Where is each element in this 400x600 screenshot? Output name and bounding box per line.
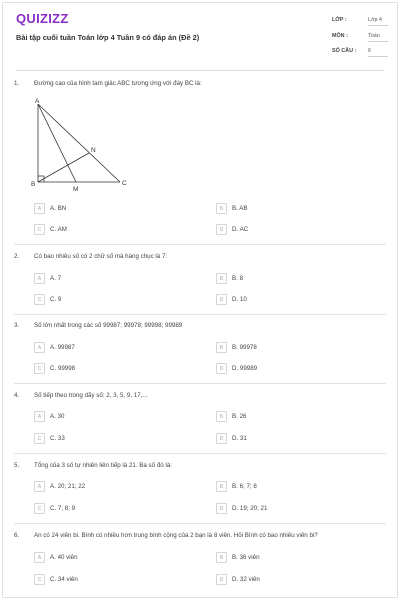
choice-letter: A: [34, 273, 45, 284]
choice-text: A. 30: [50, 413, 65, 420]
meta-subject-value: Toán: [368, 33, 388, 42]
choice-6d[interactable]: [216, 574, 366, 586]
meta-subject-label: MÔN :: [332, 33, 348, 39]
choice-text: A. 99987: [50, 344, 75, 351]
question-divider: [14, 453, 386, 454]
question-number: 2.: [14, 253, 20, 260]
meta-count-label: SỐ CÂU :: [332, 48, 357, 54]
choice-3c[interactable]: [34, 363, 184, 375]
choice-letter: D: [216, 503, 227, 514]
choice-5d[interactable]: [216, 503, 366, 515]
question-text: Số lớn nhất trong các số 99987; 99978; 99998; 99989: [34, 322, 183, 329]
choice-letter: D: [216, 574, 227, 585]
choice-4c[interactable]: [34, 433, 184, 445]
choice-letter: B: [216, 203, 227, 214]
choice-letter: C: [34, 574, 45, 585]
question-divider: [14, 314, 386, 315]
choice-text: D. 32 viên: [232, 576, 260, 583]
choice-text: A. BN: [50, 205, 67, 212]
question-text: Đường cao của hình tam giác ABC tương ứng với đáy BC là:: [34, 80, 202, 87]
label-b: B: [31, 181, 36, 188]
question-divider: [14, 523, 386, 524]
line-bn: [38, 153, 89, 182]
choice-letter: D: [216, 363, 227, 374]
choice-text: C. AM: [50, 226, 67, 233]
choice-2b[interactable]: [216, 273, 366, 285]
choice-4d[interactable]: [216, 433, 366, 445]
line-ac: [38, 104, 120, 182]
choice-6c[interactable]: [34, 574, 184, 586]
choice-letter: A: [34, 342, 45, 353]
question-text: Có bao nhiêu số có 2 chữ số mà hàng chục là 7:: [34, 253, 168, 260]
meta-subject: [332, 30, 390, 44]
question-divider: [14, 244, 386, 245]
choice-letter: B: [216, 342, 227, 353]
choice-4a[interactable]: [34, 411, 184, 423]
quizizz-logo: QUIZIZZ: [16, 11, 69, 26]
header-divider: [16, 70, 384, 71]
question-text: Số tiếp theo trong dãy số: 2, 3, 5, 9, 17,...: [34, 392, 148, 399]
choice-letter: D: [216, 433, 227, 444]
choice-2a[interactable]: [34, 273, 184, 285]
choice-letter: A: [34, 552, 45, 563]
choice-text: B. 6; 7; 8: [232, 483, 257, 490]
question-divider: [14, 383, 386, 384]
choice-3d[interactable]: [216, 363, 366, 375]
choice-1b[interactable]: [216, 203, 366, 215]
choice-text: D. AC: [232, 226, 249, 233]
question-number: 5.: [14, 462, 20, 469]
choice-2d[interactable]: [216, 294, 366, 306]
choice-text: C. 9: [50, 296, 62, 303]
meta-count-value: 6: [368, 48, 388, 57]
choice-text: D. 10: [232, 296, 247, 303]
choice-letter: B: [216, 552, 227, 563]
choice-text: D. 19; 20; 21: [232, 505, 268, 512]
choice-5b[interactable]: [216, 481, 366, 493]
choice-letter: C: [34, 433, 45, 444]
question-text: Tổng của 3 số tự nhiên liên tiếp là 21. Ba số đó là:: [34, 462, 172, 469]
choice-1d[interactable]: [216, 224, 366, 236]
choice-text: B. 8: [232, 275, 244, 282]
choice-text: C. 33: [50, 435, 65, 442]
choice-letter: B: [216, 273, 227, 284]
choice-text: C. 34 viên: [50, 576, 78, 583]
question-text: An có 24 viên bi. Bình có nhiều hơn trung bình cộng của 2 bạn là 8 viên. Hỏi Bình có bao nhiêu viên bi?: [34, 532, 318, 539]
meta-class-value: Lớp 4: [368, 17, 388, 26]
choice-3b[interactable]: [216, 342, 366, 354]
choice-text: B. 36 viên: [232, 554, 260, 561]
choice-3a[interactable]: [34, 342, 184, 354]
line-am: [38, 104, 76, 182]
choice-6a[interactable]: [34, 552, 184, 564]
meta-class: [332, 14, 390, 28]
choice-text: B. 99978: [232, 344, 257, 351]
choice-text: D. 99989: [232, 365, 258, 372]
choice-text: A. 20; 21; 22: [50, 483, 86, 490]
choice-1a[interactable]: [34, 203, 184, 215]
choice-letter: C: [34, 294, 45, 305]
question-number: 3.: [14, 322, 20, 329]
document-title: Bài tập cuối tuần Toán lớp 4 Tuần 9 có đáp án (Đề 2): [16, 33, 200, 42]
choice-text: B. 26: [232, 413, 247, 420]
choice-text: A. 40 viên: [50, 554, 78, 561]
label-a: A: [35, 98, 40, 105]
choice-letter: D: [216, 224, 227, 235]
choice-letter: B: [216, 411, 227, 422]
choice-letter: A: [34, 411, 45, 422]
question-number: 6.: [14, 532, 20, 539]
choice-text: B. AB: [232, 205, 248, 212]
choice-text: A. 7: [50, 275, 62, 282]
choice-4b[interactable]: [216, 411, 366, 423]
choice-letter: D: [216, 294, 227, 305]
choice-5c[interactable]: [34, 503, 184, 515]
question-number: 4.: [14, 392, 20, 399]
document-header: [0, 0, 400, 70]
choice-letter: A: [34, 203, 45, 214]
choice-letter: B: [216, 481, 227, 492]
triangle-diagram: [28, 96, 133, 192]
choice-letter: A: [34, 481, 45, 492]
choice-letter: C: [34, 224, 45, 235]
choice-6b[interactable]: [216, 552, 366, 564]
choice-text: C. 99998: [50, 365, 76, 372]
label-m: M: [73, 186, 79, 192]
choice-text: D. 31: [232, 435, 247, 442]
label-n: N: [91, 147, 96, 154]
choice-letter: C: [34, 503, 45, 514]
choice-text: C. 7; 8; 9: [50, 505, 76, 512]
meta-count: [332, 45, 390, 59]
question-number: 1.: [14, 80, 20, 87]
choice-letter: C: [34, 363, 45, 374]
meta-class-label: LỚP :: [332, 17, 347, 23]
label-c: C: [122, 180, 127, 187]
choice-5a[interactable]: [34, 481, 184, 493]
choice-2c[interactable]: [34, 294, 184, 306]
choice-1c[interactable]: [34, 224, 184, 236]
